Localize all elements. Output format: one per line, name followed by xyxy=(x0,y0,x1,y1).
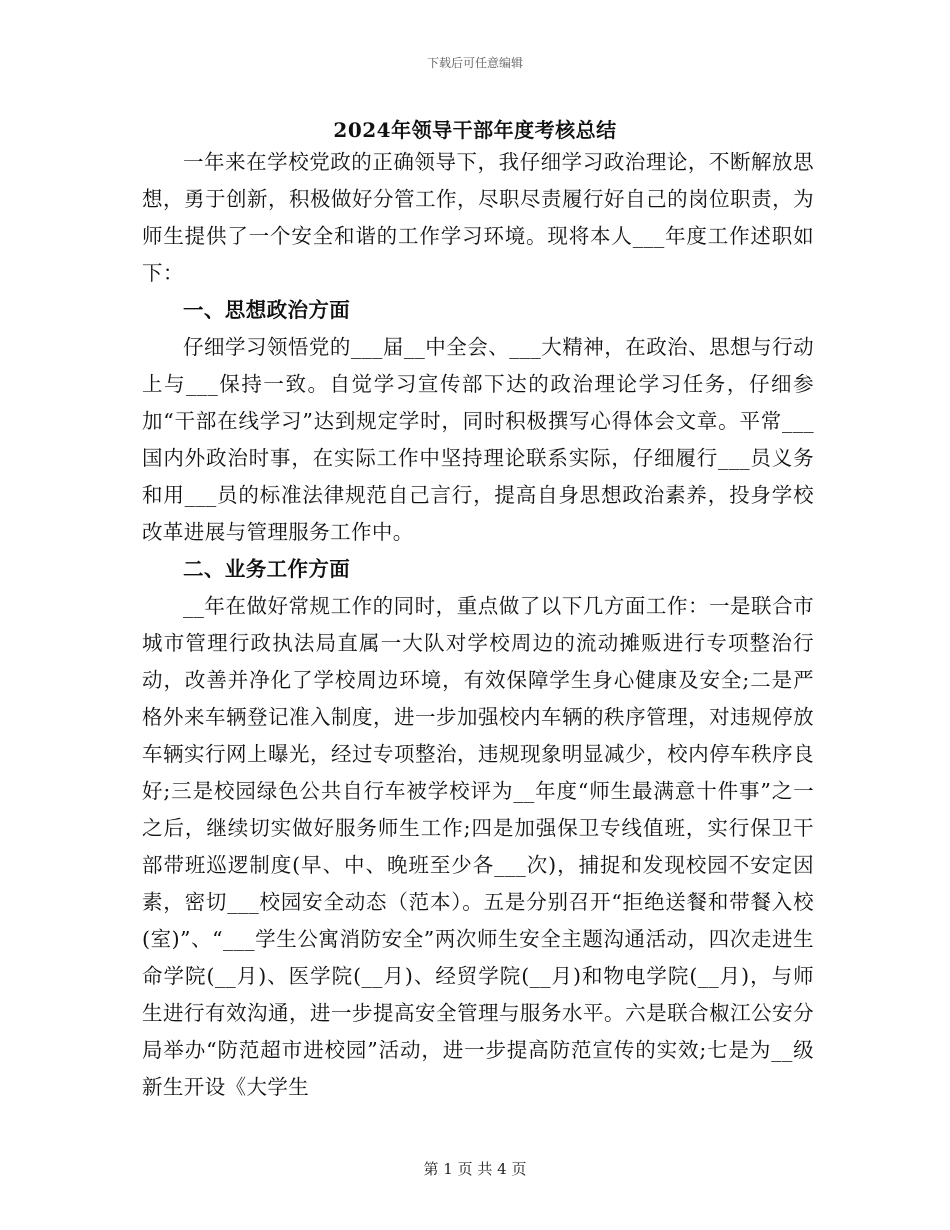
document-title: 2024年领导干部年度考核总结 xyxy=(333,118,617,142)
intro-paragraph: 一年来在学校党政的正确领导下，我仔细学习政治理论，不断解放思想，勇于创新，积极做好分管工作，尽职尽责履行好自己的岗位职责，为师生提供了一个安全和谐的工作学习环境。现将本人___年度工作述职如下： xyxy=(142,150,814,285)
page-footer: 第 1 页 共 4 页 xyxy=(423,1160,527,1178)
page-header-note: 下载后可任意编辑 xyxy=(426,56,523,70)
document-body xyxy=(142,144,814,1106)
section-heading-ideology: 一、思想政治方面 xyxy=(183,298,351,322)
section-body-ideology: 仔细学习领悟党的___届__中全会、___大精神，在政治、思想与行动上与___保持一致。自觉学习宣传部下达的政治理论学习任务，仔细参加“干部在线学习”达到规定学时，同时积极撰写心得体会文章。平常___国内外政治时事，在实际工作中坚持理论联系实际，仔细履行___员义务和用___员的标准法律规范自己言行，提高自身思想政治素养，投身学校改革进展与管理服务工作中。 xyxy=(142,335,814,544)
section-body-work: __年在做好常规工作的同时，重点做了以下几方面工作：一是联合市城市管理行政执法局直属一大队对学校周边的流动摊贩进行专项整治行动，改善并净化了学校周边环境，有效保障学生身心健康及安全;二是严格外来车辆登记准入制度，进一步加强校内车辆的秩序管理，对违规停放车辆实行网上曝光，经过专项整治，违规现象明显减少，校内停车秩序良好;三是校园绿色公共自行车被学校评为__年度“师生最满意十件事”之一之后，继续切实做好服务师生工作;四是加强保卫专线值班，实行保卫干部带班巡逻制度(早、中、晚班至少各___次)，捕捉和发现校园不安定因素，密切___校园安全动态（范本）。五是分别召开“拒绝送餐和带餐入校(室)”、“___学生公寓消防安全”两次师生安全主题沟通活动，四次走进生命学院(__月)、医学院(__月)、经贸学院(__月)和物电学院(__月)，与师生进行有效沟通，进一步提高安全管理与服务水平。六是联合椒江公安分局举办“防范超市进校园”活动，进一步提高防范宣传的实效;七是为__级新生开设《大学生 xyxy=(142,594,814,1099)
section-heading-work: 二、业务工作方面 xyxy=(183,557,351,581)
